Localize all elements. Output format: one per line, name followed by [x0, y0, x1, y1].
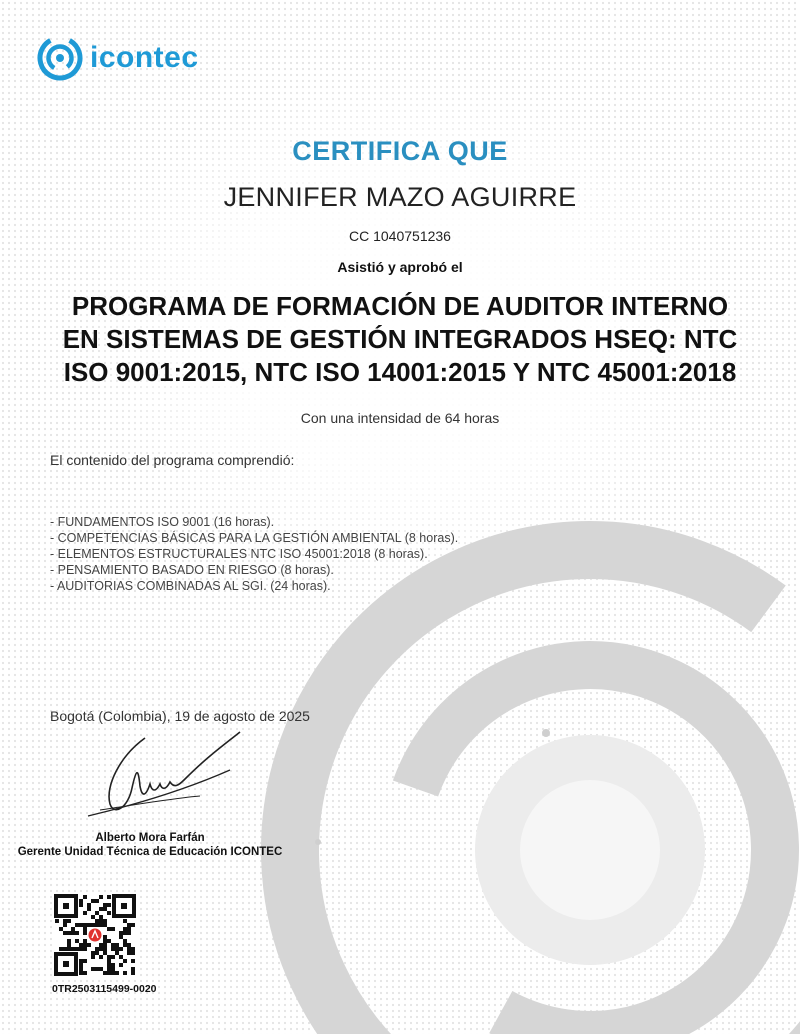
module-item: - ELEMENTOS ESTRUCTURALES NTC ISO 45001:2018 (8 horas). [50, 547, 428, 561]
module-item: - PENSAMIENTO BASADO EN RIESGO (8 horas). [50, 563, 334, 577]
signer-name: Alberto Mora Farfán [95, 832, 205, 844]
handwritten-signature [80, 726, 260, 826]
content-label: El contenido del programa comprendió: [50, 452, 295, 468]
qr-code-icon [54, 894, 136, 976]
signer-title: Gerente Unidad Técnica de Educación ICONTEC [17, 846, 283, 858]
program-title [30, 290, 770, 389]
module-item: - COMPETENCIAS BÁSICAS PARA LA GESTIÓN AMBIENTAL (8 horas). [50, 531, 459, 545]
recipient-id: CC 1040751236 [349, 228, 451, 244]
logo-wordmark: icontec [90, 41, 199, 74]
intensity-text: Con una intensidad de 64 horas [300, 410, 500, 426]
certificate-code: 0TR2503115499-0020 [52, 983, 157, 995]
place-date: Bogotá (Colombia), 19 de agosto de 2025 [50, 708, 310, 724]
program-title-line: EN SISTEMAS DE GESTIÓN INTEGRADOS HSEQ: NTC [62, 324, 738, 354]
signer-block [0, 831, 300, 859]
program-title-line: PROGRAMA DE FORMACIÓN DE AUDITOR INTERNO [71, 291, 729, 321]
concentric-circles-logo-icon [36, 34, 84, 82]
icontec-logo [36, 34, 199, 82]
recipient-name: JENNIFER MAZO AGUIRRE [223, 182, 577, 212]
module-item: - AUDITORIAS COMBINADAS AL SGI. (24 horas). [50, 579, 331, 593]
module-item: - FUNDAMENTOS ISO 9001 (16 horas). [50, 515, 275, 529]
module-list [50, 514, 458, 594]
program-title-line: ISO 9001:2015, NTC ISO 14001:2015 Y NTC 45001:2018 [63, 357, 737, 387]
attended-label: Asistió y aprobó el [337, 259, 463, 275]
certifies-heading: CERTIFICA QUE [292, 136, 508, 166]
